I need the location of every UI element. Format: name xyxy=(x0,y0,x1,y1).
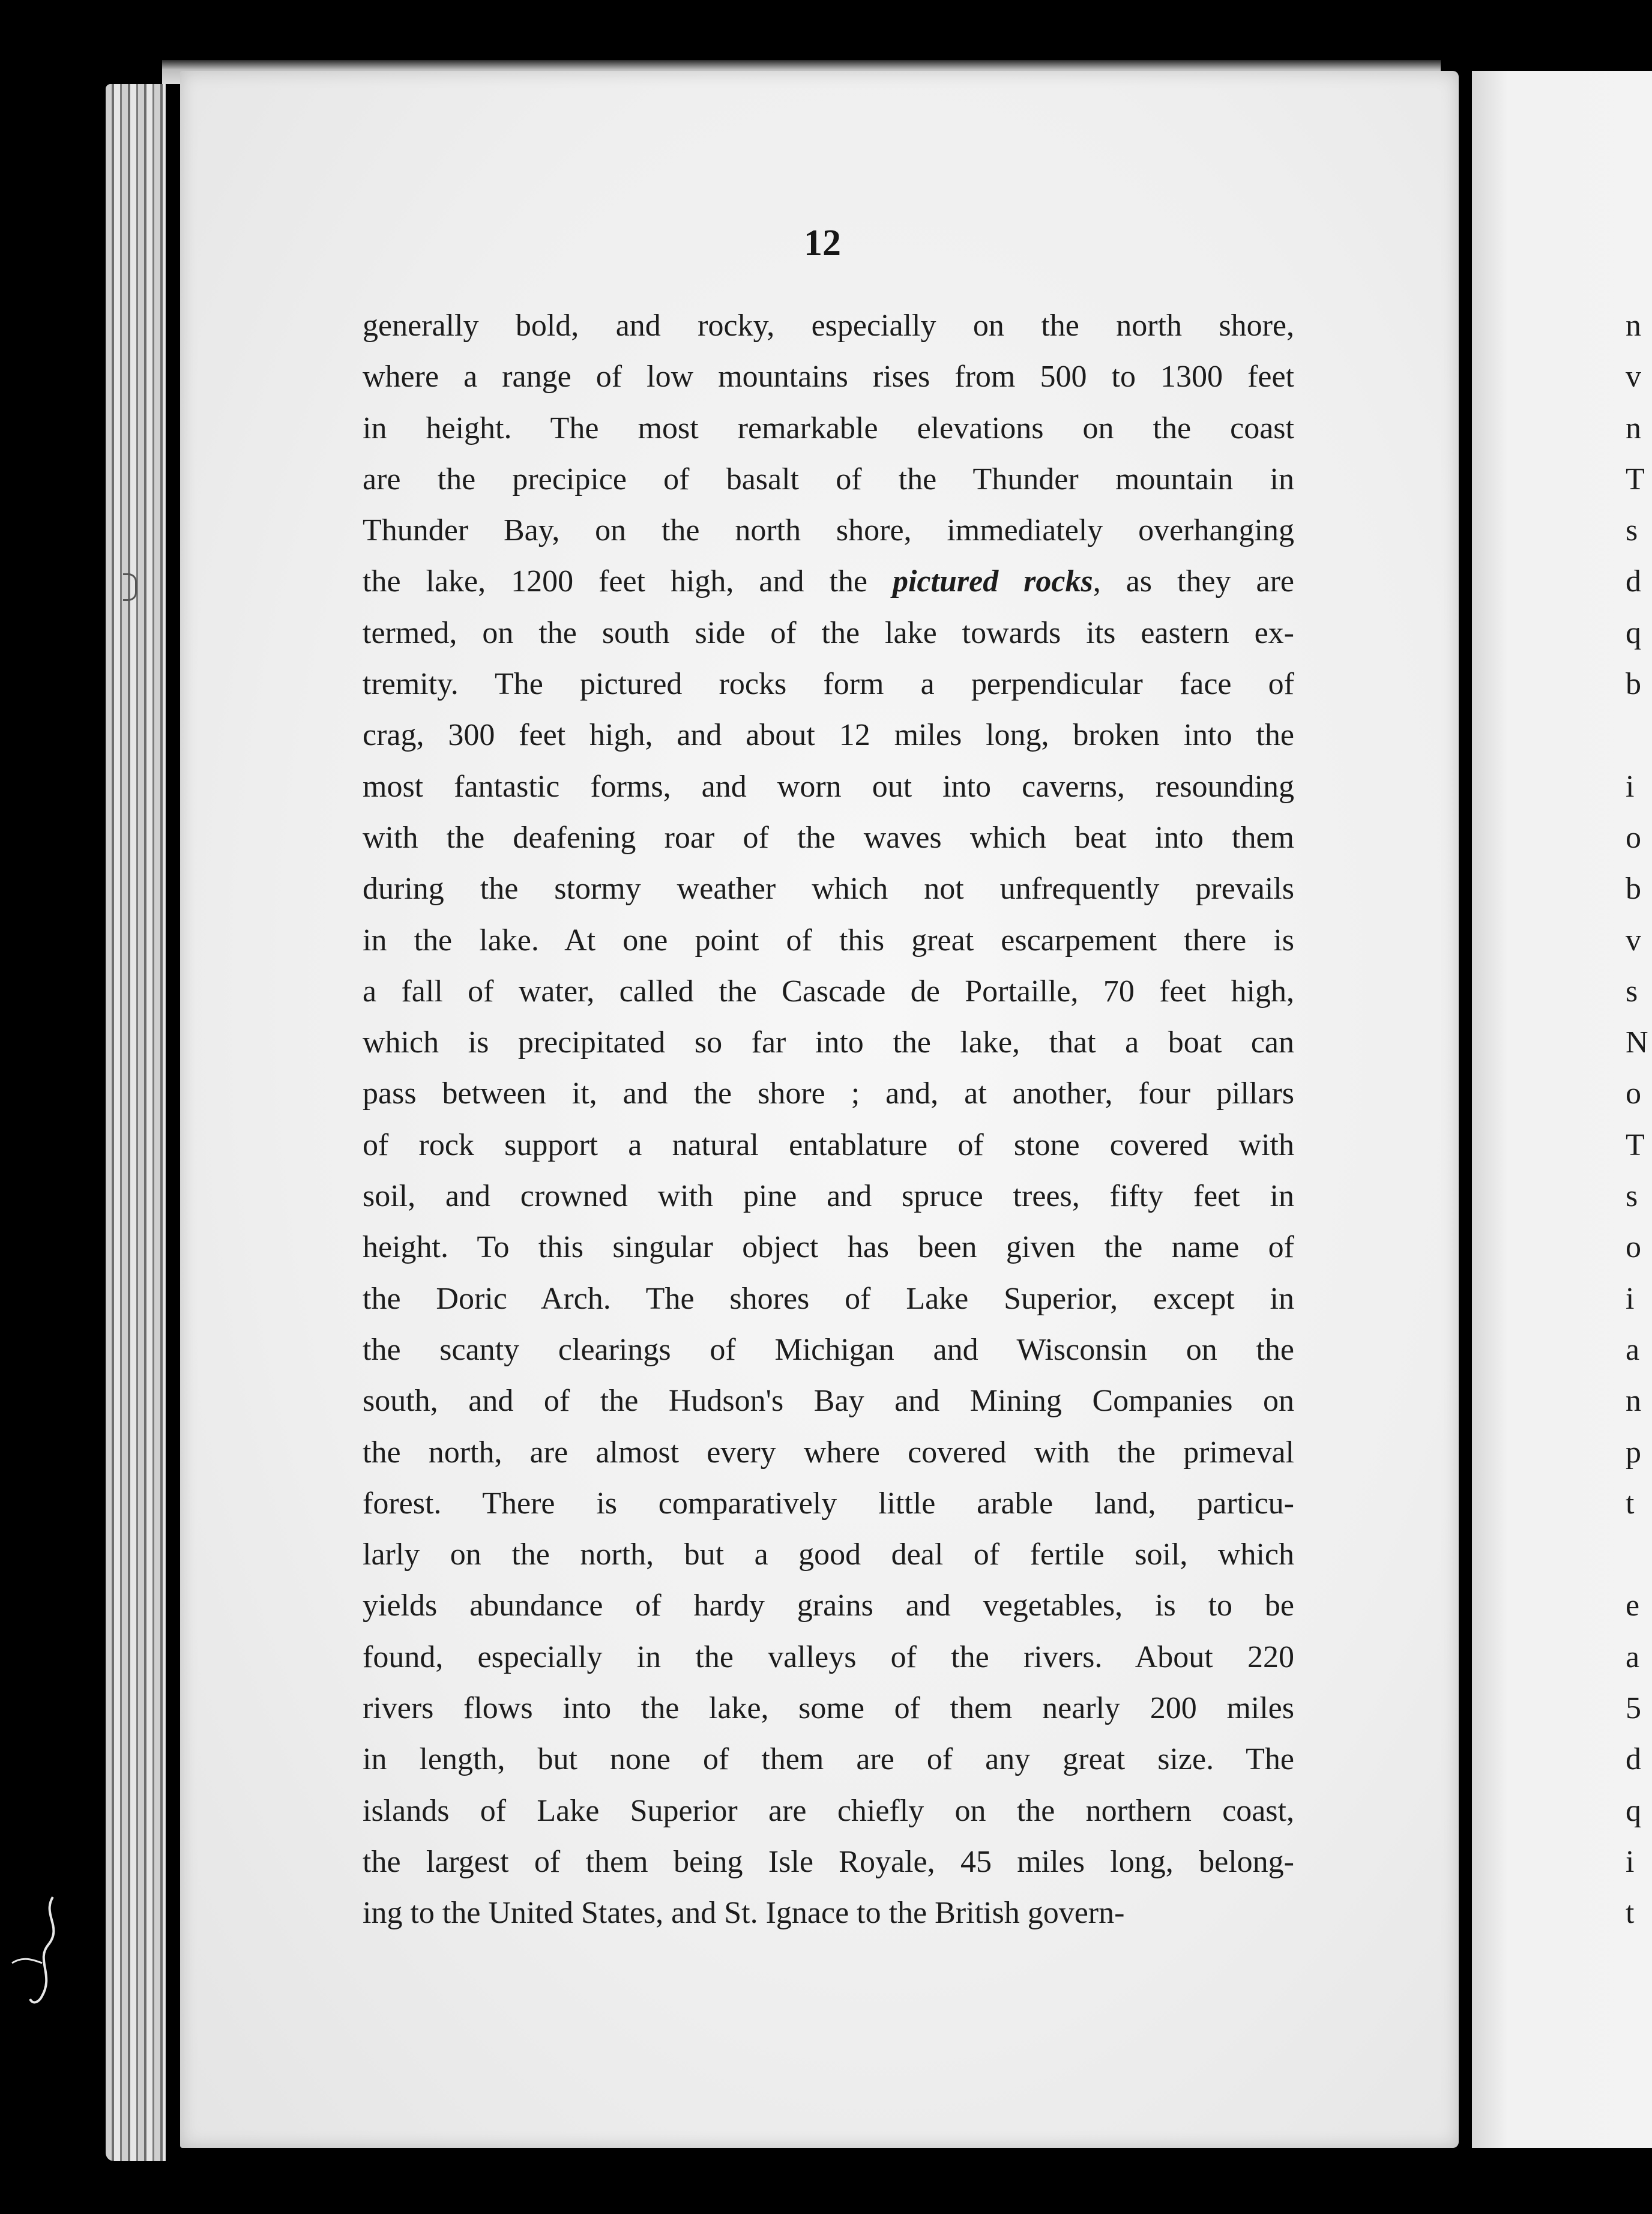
text-line: rivers flows into the lake, some of them nearly 200 miles xyxy=(363,1691,1294,1726)
text-line: of rock support a natural entablature of stone covered with xyxy=(363,1127,1294,1162)
facing-letter: s xyxy=(1626,1179,1638,1214)
text-line: ing to the United States, and St. Ignace to the British govern- xyxy=(363,1896,1125,1931)
facing-letter: i xyxy=(1626,1844,1635,1879)
facing-letter: n xyxy=(1626,1384,1641,1419)
facing-letter: b xyxy=(1626,667,1641,702)
facing-letter: e xyxy=(1626,1588,1640,1623)
facing-letter: q xyxy=(1626,615,1641,650)
text-line xyxy=(363,556,1294,607)
text-line: islands of Lake Superior are chiefly on the northern coast, xyxy=(363,1793,1294,1828)
facing-letter: d xyxy=(1626,1742,1641,1777)
text-line: the largest of them being Isle Royale, 45 miles long, belong- xyxy=(363,1844,1294,1879)
facing-letter: t xyxy=(1626,1896,1635,1931)
text-line: in length, but none of them are of any great size. The xyxy=(363,1742,1294,1777)
text-line: in the lake. At one point of this great escarpement there is xyxy=(363,923,1294,958)
text-line: generally bold, and rocky, especially on the north shore, xyxy=(363,309,1294,343)
text-line: most fantastic forms, and worn out into caverns, resounding xyxy=(363,769,1294,804)
text-line: soil, and crowned with pine and spruce trees, fifty feet in xyxy=(363,1179,1294,1214)
facing-letter: v xyxy=(1626,360,1641,394)
margin-scribble xyxy=(6,1891,72,2011)
text-line: larly on the north, but a good deal of fertile soil, which xyxy=(363,1537,1294,1572)
facing-letter: s xyxy=(1626,513,1638,548)
facing-letter: o xyxy=(1626,1230,1641,1265)
facing-letter: o xyxy=(1626,1076,1641,1111)
book-page-edges xyxy=(106,84,166,2161)
text-line: south, and of the Hudson's Bay and Mining Companies on xyxy=(363,1384,1294,1419)
facing-letter: t xyxy=(1626,1486,1635,1521)
emphasized-term: pictured rocks xyxy=(892,564,1093,599)
facing-letter: d xyxy=(1626,564,1641,599)
facing-letter: T xyxy=(1626,462,1645,496)
text-line: found, especially in the valleys of the rivers. About 220 xyxy=(363,1639,1294,1674)
text-line: during the stormy weather which not unfrequently prevails xyxy=(363,872,1294,906)
text-run: the lake, 1200 feet high, and the xyxy=(363,564,893,599)
facing-letter: a xyxy=(1626,1639,1640,1674)
facing-letter: n xyxy=(1626,411,1641,445)
facing-letter: i xyxy=(1626,1281,1635,1316)
text-line: tremity. The pictured rocks form a perpendicular face of xyxy=(363,667,1294,702)
text-run: , as they are xyxy=(1093,564,1294,599)
text-line: height. To this singular object has been given the name of xyxy=(363,1230,1294,1265)
facing-letter: v xyxy=(1626,923,1641,958)
facing-letter: n xyxy=(1626,309,1641,343)
margin-mark xyxy=(123,573,137,601)
facing-letter: N xyxy=(1626,1025,1648,1060)
text-line: in height. The most remarkable elevations on the coast xyxy=(363,411,1294,445)
facing-page-text xyxy=(1626,300,1650,1939)
facing-letter: T xyxy=(1626,1127,1645,1162)
text-line: with the deafening roar of the waves which beat into them xyxy=(363,820,1294,855)
text-line: a fall of water, called the Cascade de Portaille, 70 feet high, xyxy=(363,974,1294,1009)
facing-letter: 5 xyxy=(1626,1691,1641,1726)
facing-letter xyxy=(1626,1529,1650,1580)
text-line: are the precipice of basalt of the Thunder mountain in xyxy=(363,462,1294,496)
facing-letter: p xyxy=(1626,1435,1641,1470)
facing-page xyxy=(1472,71,1652,2148)
text-line: pass between it, and the shore ; and, at another, four pillars xyxy=(363,1076,1294,1111)
facing-letter: a xyxy=(1626,1332,1640,1367)
text-line: the scanty clearings of Michigan and Wisconsin on the xyxy=(363,1332,1294,1367)
facing-letter: i xyxy=(1626,769,1635,804)
facing-letter: s xyxy=(1626,974,1638,1009)
text-line: termed, on the south side of the lake towards its eastern ex- xyxy=(363,615,1294,650)
text-line: the Doric Arch. The shores of Lake Superior, except in xyxy=(363,1281,1294,1316)
text-line: the north, are almost every where covered with the primeval xyxy=(363,1435,1294,1470)
page-number: 12 xyxy=(804,223,841,264)
text-line: where a range of low mountains rises from 500 to 1300 feet xyxy=(363,360,1294,394)
facing-letter: q xyxy=(1626,1793,1641,1828)
facing-letter: o xyxy=(1626,820,1641,855)
text-line: yields abundance of hardy grains and vegetables, is to be xyxy=(363,1588,1294,1623)
facing-letter: b xyxy=(1626,872,1641,906)
text-line: Thunder Bay, on the north shore, immediately overhanging xyxy=(363,513,1294,548)
text-line: crag, 300 feet high, and about 12 miles long, broken into the xyxy=(363,718,1294,753)
text-line: which is precipitated so far into the lake, that a boat can xyxy=(363,1025,1294,1060)
facing-letter xyxy=(1626,710,1650,761)
text-line: forest. There is comparatively little arable land, particu- xyxy=(363,1486,1294,1521)
body-text xyxy=(363,300,1294,1939)
